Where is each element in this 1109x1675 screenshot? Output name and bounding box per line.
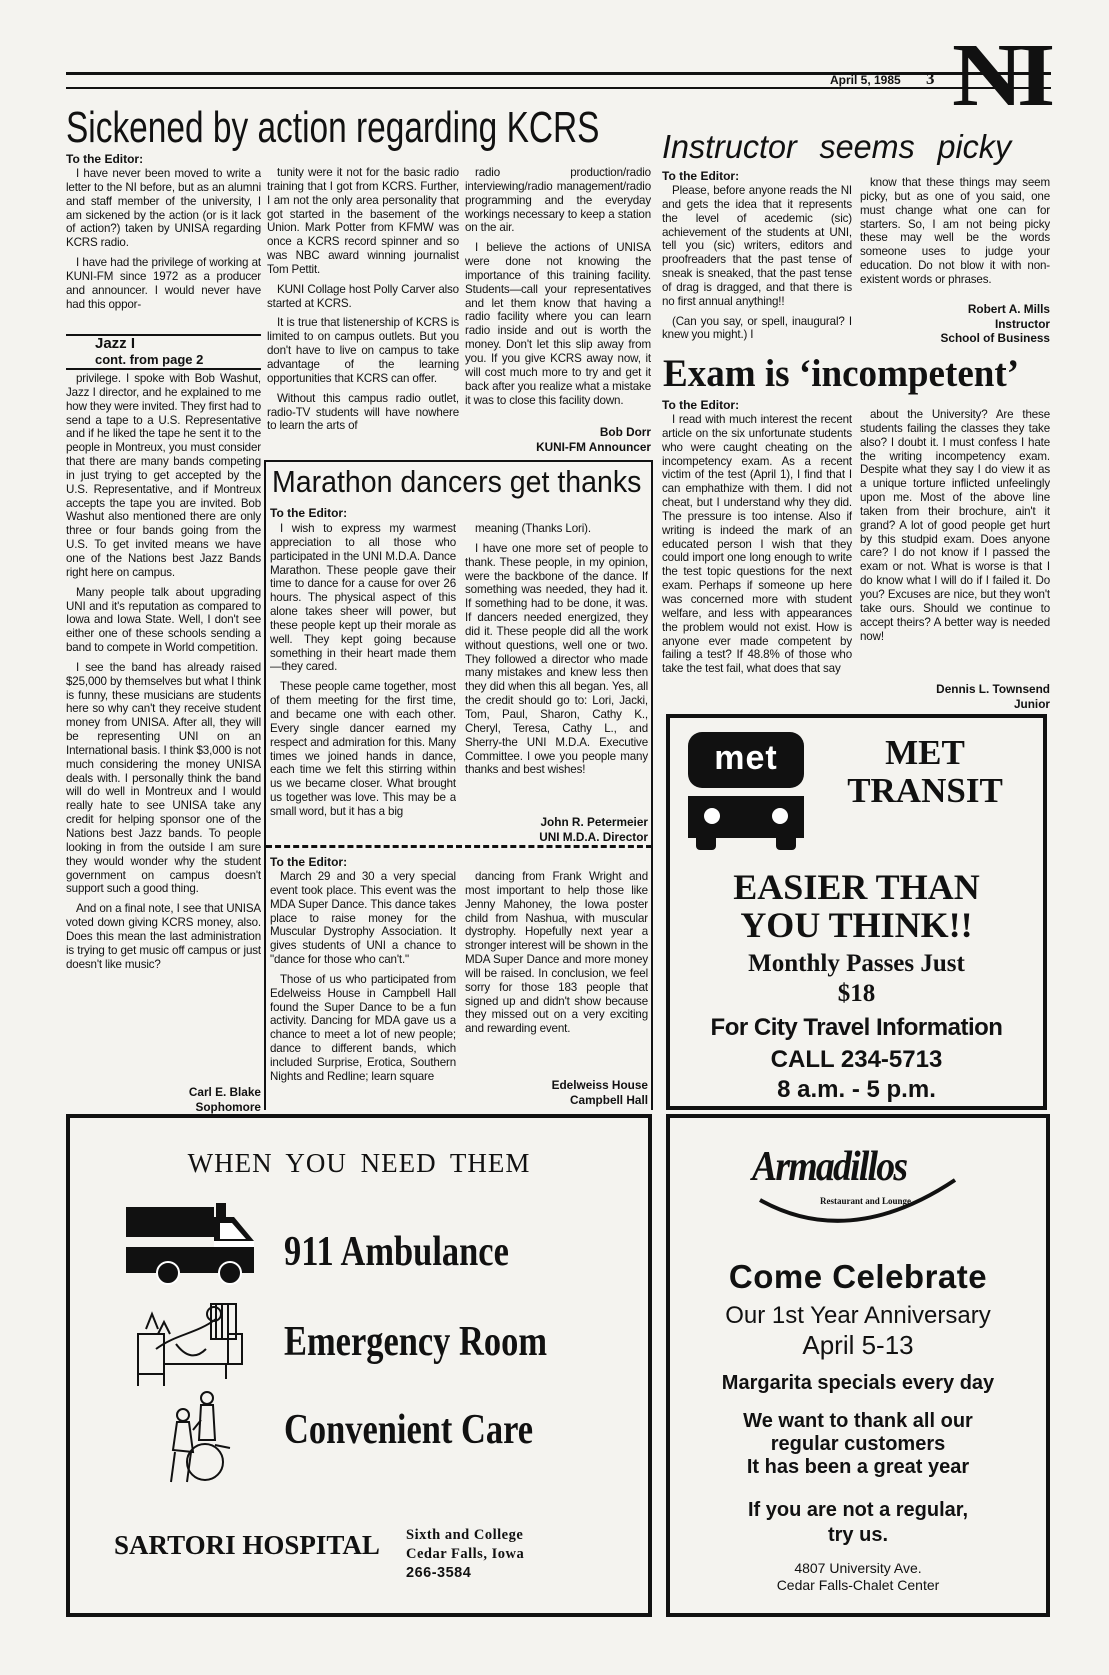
marathon-letter2-column-1 [270,870,456,1110]
exam-signature [860,682,1050,711]
paragraph: know that these things may seem picky, but as one of you said, one must change what one can for starters. So, I am not being picky these may well be the words someone uses to judge your education. Do not blow it with non-existent words or phrases. [860,176,1050,286]
paragraph: tunity were it not for the basic radio training that I got from KCRS. Further, I am not the only area personality that got started in the basement of the Union. Mark Potter from KFMW was once a KCRS record spinner and so was NBC award winning journalist Tom Pettit. [267,166,459,276]
signature-name: Carl E. Blake [188,1085,261,1099]
met-bus-logo-icon [688,732,804,850]
kcrs-column-1 [66,167,261,333]
armadillos-logo-subtitle: Restaurant and Lounge [820,1196,912,1206]
armadillos-thanks-line-2: regular customers [770,1433,946,1455]
paragraph: I have one more set of people to thank. These people, in my opinion, were the backbone of the dance. If something was needed, they had it. If something had to be done, it was. If dancers needed energized, they did it. These people did all the work without questions, well one or two. They followed a director who made many mistakes and knew less then they did when this all began. Yes, all the credit should go to: Lori, Jacki, Tom, Paul, Sharon, Cathy K., Cheryl, Teresa, Cathy L., and Sherry-the UNI M.D.A. Executive Committee. I owe you people many thanks and best wishes! [465,541,648,777]
paragraph: I have had the privilege of working at KUNI-FM since 1972 as a producer and announcer. I would never have had this oppor- [66,256,261,311]
instructor-headline: Instructor seems picky [662,128,1012,165]
instructor-column-1 [662,184,852,343]
armadillos-ad [666,1114,1050,1617]
paragraph: privilege. I spoke with Bob Washut, Jazz I director, and he explained to me how they were invited. They first had to send a tape to a U.S. Representative and if he liked the tape he sent it to the people in Montreux, you must consider that there are many bands competing in just trying to get accepted by the U.S. Representative, and if Montreux accepts the tape you are invited. Bob Washut also mentioned there are only three or four bands going from the U.S. To get invited means we have one of the Nations best Jazz Bands right here on campus. [66,372,261,579]
paragraph: Please, before anyone reads the NI and gets the idea that it represents the level of acedemic (sic) achievement of the students at UNI, tell you (sic) writers, editors and proofreaders that the past tense of sneak is sneaked, that the past tense of drag is dragged, and that there is no first annual anything!! [662,184,852,308]
marathon-letter2-signature [465,1078,648,1107]
paragraph: about the University? Are these students failing the classes they take also? I doubt it. I must confess I hate the writing incompetency exam. Despite what they say I do view it as a unique torture inflicted unfeelingly upon me. Most of the above line taken from their brochure, ain't it grand? A lot of good people get hurt by this studpid exam. Does anyone care? I do not know if I passed the exam or not. What is worse is that I do know what I will do if I failed it. Do you? Excuses are nice, but they won't take ours. Should we continue to accept theirs? A better way is needed now! [860,408,1050,643]
dashed-divider [266,845,652,848]
ni-logo-text: NI [952,26,1049,125]
signature-title: UNI M.D.A. Director [539,829,648,844]
armadillos-address-line-1: 4807 University Ave. [794,1560,922,1576]
paragraph: March 29 and 30 a very special event took place. This event was the MDA Super Dance. This dance takes place to raise money for the Muscular Dystrophy Association. It gives students of UNI a chance to "dance for those who can't." [270,870,456,967]
signature-name: Edelweiss House [551,1078,648,1092]
signature-title: Sophomore [195,1099,261,1114]
paragraph: dancing from Frank Wright and most important to help those like Jenny Mahoney, the Iowa poster child from Nashua, with muscular dystrophy. Hopefully next year a stronger interest will be shown in the MDA Super Dance and more money will be raised. In conclusion, we feel sorry for those 183 people that signed up and didn't show because they missed out on a very exciting and rewarding event. [465,870,648,1036]
signature-title: KUNI-FM Announcer [536,439,651,454]
armadillos-address-line-2: Cedar Falls-Chalet Center [776,1577,940,1593]
jazz-jump-line[interactable]: cont. from page 2 [95,352,204,367]
marathon-letter1-column-1 [270,522,456,840]
hospital-address [406,1526,524,1583]
hospital-phone[interactable]: 266-3584 [406,1565,472,1581]
kcrs-salutation: To the Editor: [66,152,144,166]
armadillos-invite [670,1498,1046,1548]
met-slogan-line-2: YOU THINK!! [740,905,973,945]
marathon-letter1-signature [465,815,648,844]
met-title-line-2: TRANSIT [847,771,1003,810]
met-price: $18 [837,980,876,1007]
armadillos-address [670,1560,1046,1594]
hospital-header: WHEN YOU NEED THEM [187,1148,531,1178]
exam-salutation: To the Editor: [662,398,740,412]
exam-column-1 [662,413,852,712]
signature-dept: School of Business [940,331,1050,345]
signature-name: Bob Dorr [599,425,651,439]
signature-title: Campbell Hall [569,1092,648,1107]
met-phone[interactable]: CALL 234-5713 [770,1046,943,1073]
marathon-letter2-column-2 [465,870,648,1078]
signature-name: John R. Petermeier [540,815,648,829]
service-emergency-room: Emergency Room [284,1319,548,1365]
ni-logo [952,26,1049,125]
service-convenient-care: Convenient Care [284,1407,534,1453]
kcrs-headline: Sickened by action regarding KCRS [66,103,600,152]
met-title [810,734,1040,810]
paragraph: KUNI Collage host Polly Carver also started at KCRS. [267,282,459,310]
armadillos-logo [750,1140,970,1230]
armadillos-invite-line-1: If you are not a regular, [747,1499,969,1521]
hospital-address-line-1: Sixth and College [406,1527,524,1543]
wheelchair-nurse-icon [165,1390,235,1495]
armadillos-dates: April 5-13 [802,1330,914,1360]
jazz-rule-bottom [66,368,261,370]
paragraph: And on a final note, I see that UNISA voted down giving KCRS money, also. Does this mean the last administration is trying to get music off campus or just doesn't like music? [66,902,261,971]
paragraph: (Can you say, or spell, inaugural? I knew you might.) I [662,314,852,342]
met-transit-ad [666,714,1047,1110]
signature-name: Dennis L. Townsend [936,682,1050,696]
armadillos-specials: Margarita specials every day [721,1372,995,1394]
paragraph: It is true that listenership of KCRS is limited to on campus outlets. But you don't have to live on campus to take advantage of the learning opportunities that KCRS can offer. [267,316,459,385]
sartori-hospital-ad [66,1114,652,1617]
armadillos-headline: Come Celebrate [728,1258,988,1295]
exam-headline: Exam is ‘incompetent’ [663,352,1020,395]
met-passes: Monthly Passes Just [748,950,965,977]
exam-column-2 [860,408,1050,670]
service-ambulance: 911 Ambulance [284,1229,509,1275]
kcrs-signature [465,425,651,454]
issue-date: April 5, 1985 [830,73,901,87]
hospital-bed-icon [136,1294,251,1394]
instructor-signature [860,302,1050,346]
armadillos-thanks [670,1410,1046,1479]
page-number: 3 [926,69,935,88]
signature-title: Instructor [994,316,1050,331]
signature-name: Robert A. Mills [967,302,1050,316]
marathon-salutation-1: To the Editor: [270,506,348,520]
hospital-name: SARTORI HOSPITAL [114,1530,380,1560]
jazz-signature [66,1085,261,1114]
met-logo-text: met [714,739,778,777]
met-info: For City Travel Information [710,1014,1003,1041]
paragraph: These people came together, most of them meeting for the first time, and became one with each other. Every single dancer earned my respect and admiration for this. Many times we joined hands in dance, each time we felt this stirring within us we became closer. What brought us together was love. This may be a small word, but it has a big [270,680,456,818]
paragraph: I see the band has already raised $25,000 by themselves but what I think is funny, these musicians are students here so why can't they receive student money from UNISA. After all, they will be representing UNI on an International basis. I think $3,000 is not much considering the money UNISA deals with. I personally think the band will do well in Montreux and I would really hate to see UNISA take any credit for helping sponsor one of the Nations best Jazz bands. To people looking in from the outside I am sure they would wonder why the student government on campus doesn't support such a good thing. [66,660,261,896]
paragraph: Those of us who participated from Edelweiss House in Campbell Hall found the Super Dance to be a fun activity. Dancing for MDA gave us a chance to meet a lot of new people; dance to different bands, which included Surprise, Erotica, Southern Nights and Redline; learn square [270,972,456,1083]
paragraph: I wish to express my warmest appreciation to all those who participated in the UNI M.D.A. Dance Marathon. These people gave their time to dance for a cause for over 26 hours. The physical aspect of this alone takes sheer will power, but these people kept up their morale as well. They kept going because something in their heart made them—they cared. [270,522,456,674]
met-title-line-1: MET [885,733,965,772]
paragraph: I have never been moved to write a letter to the NI before, but as an alumni and staff member of the university, I am sickened by the action (or is it lack of action?) taken by UNISA regarding KCRS radio. [66,167,261,250]
masthead-rule-bottom [66,87,1051,89]
paragraph: I read with much interest the recent article on the six unfortunate students who were caught cheating on the incompetency exam. As a recent victim of the test (April 1), I find that I can emphathize with them. I did not cheat, but I understand why they did. The pressure is too intense. Also if writing is indeed the mark of an educated person I wish that they could import one long enough to write the test topic questions for the next exam. Perhaps if someone up here was concerned more with student welfare, and less with appearances the problem would not exist. How is anyone ever made competent by failing a test? If 48.8% of those who take the test fail, what does that say [662,413,852,676]
kcrs-column-2 [267,166,459,460]
masthead-rule-top [66,72,1051,75]
marathon-headline: Marathon dancers get thanks [272,464,642,499]
signature-title: Junior [1013,696,1050,711]
armadillos-invite-line-2: try us. [827,1524,889,1546]
kcrs-column-3 [465,166,651,424]
met-hours: 8 a.m. - 5 p.m. [777,1076,936,1103]
paragraph: Many people talk about upgrading UNI and it's reputation as compared to Iowa and Iowa State. Well, I don't see either one of these schools sending a band to compete in World competition. [66,585,261,655]
marathon-letter1-column-2 [465,522,648,814]
armadillos-anniversary: Our 1st Year Anniversary [725,1302,991,1329]
jazz-column [66,372,261,1082]
paragraph: Without this campus radio outlet, radio-TV students will have nowhere to learn the arts of [267,391,459,433]
armadillos-thanks-line-3: It has been a great year [746,1456,970,1478]
paragraph: I believe the actions of UNISA were done not knowing the importance of this training facility. Students—call your representatives and let them know that having a radio facility where you can learn radio inside and out is worth the money. Don't let this slip away from you. If you give KCRS away now, it will cost much more to try and get it back after you realize what a mistake it was to close this facility down. [465,241,651,407]
paragraph: meaning (Thanks Lori). [475,522,591,535]
paragraph: radio production/radio interviewing/radio management/radio programming and the everyday workings necessary to keep a station on the air. [465,166,651,235]
marathon-salutation-2: To the Editor: [270,855,348,869]
armadillos-logo-text: Armadillos [752,1144,907,1190]
armadillos-thanks-line-1: We want to thank all our [743,1410,973,1432]
ambulance-icon [126,1203,256,1290]
instructor-salutation: To the Editor: [662,169,740,183]
instructor-column-2 [860,176,1050,300]
jazz-title: Jazz I [95,335,136,352]
met-slogan-line-1: EASIER THAN [733,867,980,907]
hospital-address-line-2: Cedar Falls, Iowa [406,1546,525,1562]
met-slogan [670,868,1043,944]
